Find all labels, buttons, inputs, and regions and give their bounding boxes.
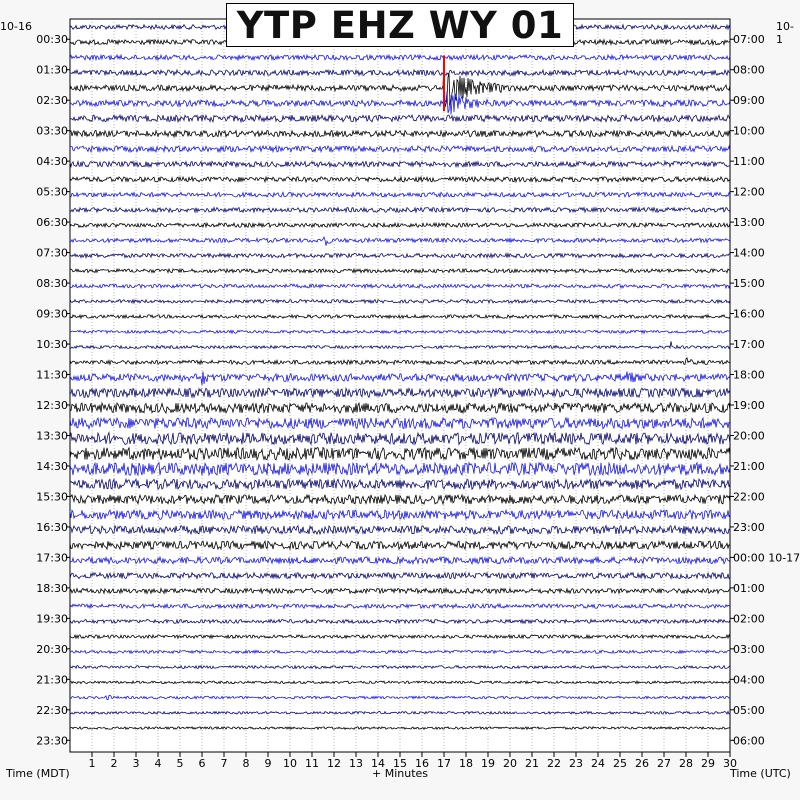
x-tick-label: 16 [415, 757, 429, 770]
x-tick-label: 26 [635, 757, 649, 770]
left-tick-label: 00:30 [36, 33, 68, 47]
right-tick-label: 16:00 [733, 307, 765, 321]
left-tick-label: 23:30 [36, 734, 68, 748]
left-tick-label: 09:30 [36, 307, 68, 321]
left-tick-label: 03:30 [36, 124, 68, 138]
right-axis-label: Time (UTC) [730, 767, 791, 780]
left-tick-label: 01:30 [36, 63, 68, 77]
right-tick-label: 07:00 [733, 33, 765, 47]
left-tick-label: 21:30 [36, 673, 68, 687]
right-tick-label: 22:00 [733, 490, 765, 504]
x-tick-label: 21 [525, 757, 539, 770]
left-tick-label: 17:30 [36, 551, 68, 565]
left-tick-label: 08:30 [36, 277, 68, 291]
x-tick-label: 11 [305, 757, 319, 770]
right-tick-label: 06:00 [733, 734, 765, 748]
right-tick-label: 21:00 [733, 459, 765, 473]
right-tick-label: 09:00 [733, 94, 765, 108]
x-tick-label: 9 [264, 757, 272, 770]
x-tick-label: 17 [437, 757, 451, 770]
left-tick-label: 14:30 [36, 459, 68, 473]
right-tick-label: 01:00 [733, 581, 765, 595]
right-tick-label: 00:00 10-17 [733, 551, 800, 565]
x-tick-label: 20 [503, 757, 517, 770]
x-tick-label: 4 [154, 757, 162, 770]
x-tick-label: 27 [657, 757, 671, 770]
right-tick-label: 23:00 [733, 520, 765, 534]
x-tick-label: 24 [591, 757, 605, 770]
x-tick-label: 19 [481, 757, 495, 770]
x-tick-label: 7 [220, 757, 228, 770]
right-tick-label: 02:00 [733, 612, 765, 626]
x-tick-label: 25 [613, 757, 627, 770]
left-axis-ticks [36, 33, 70, 747]
left-tick-label: 07:30 [36, 246, 68, 260]
left-tick-label: 15:30 [36, 490, 68, 504]
x-tick-label: 5 [176, 757, 184, 770]
chart-title: YTP EHZ WY 01 [226, 3, 574, 47]
x-tick-label: 13 [349, 757, 363, 770]
left-tick-label: 19:30 [36, 612, 68, 626]
left-tick-label: 05:30 [36, 185, 68, 199]
x-tick-label: 18 [459, 757, 473, 770]
right-tick-label: 17:00 [733, 338, 765, 352]
x-tick-label: 3 [132, 757, 140, 770]
right-tick-label: 15:00 [733, 277, 765, 291]
left-tick-label: 10:30 [36, 338, 68, 352]
left-tick-label: 06:30 [36, 216, 68, 230]
x-tick-label: 8 [242, 757, 250, 770]
left-tick-label: 20:30 [36, 642, 68, 656]
x-axis-label: + Minutes [371, 767, 429, 780]
left-date-label: 10-16 [0, 20, 32, 33]
x-tick-label: 23 [569, 757, 583, 770]
x-tick-label: 29 [701, 757, 715, 770]
right-tick-label: 14:00 [733, 246, 765, 260]
left-tick-label: 18:30 [36, 581, 68, 595]
right-axis-ticks [730, 33, 800, 747]
left-tick-label: 04:30 [36, 155, 68, 169]
right-tick-label: 12:00 [733, 185, 765, 199]
x-tick-label: 14 [371, 757, 385, 770]
right-date-label: 10-1 [776, 20, 794, 46]
right-tick-label: 18:00 [733, 368, 765, 382]
left-tick-label: 11:30 [36, 368, 68, 382]
left-tick-label: 13:30 [36, 429, 68, 443]
x-tick-label: 6 [198, 757, 206, 770]
left-tick-label: 12:30 [36, 399, 68, 412]
x-tick-label: 15 [393, 757, 407, 770]
left-tick-label: 16:30 [36, 520, 68, 534]
right-tick-label: 03:00 [733, 642, 765, 656]
right-tick-label: 08:00 [733, 63, 765, 77]
right-tick-label: 20:00 [733, 429, 765, 443]
left-axis-label: Time (MDT) [6, 767, 70, 780]
x-tick-label: 10 [283, 757, 297, 770]
left-tick-label: 02:30 [36, 94, 68, 108]
x-tick-label: 1 [88, 757, 96, 770]
x-tick-label: 22 [547, 757, 561, 770]
right-tick-label: 10:00 [733, 124, 765, 138]
x-tick-label: 12 [327, 757, 341, 770]
right-tick-label: 11:00 [733, 155, 765, 169]
right-tick-label: 19:00 [733, 399, 765, 412]
x-tick-label: 28 [679, 757, 693, 770]
left-tick-label: 22:30 [36, 703, 68, 717]
x-tick-label: 30 [723, 757, 737, 770]
right-tick-label: 04:00 [733, 673, 765, 687]
right-tick-label: 05:00 [733, 703, 765, 717]
x-tick-label: 2 [110, 757, 118, 770]
right-tick-label: 13:00 [733, 216, 765, 230]
